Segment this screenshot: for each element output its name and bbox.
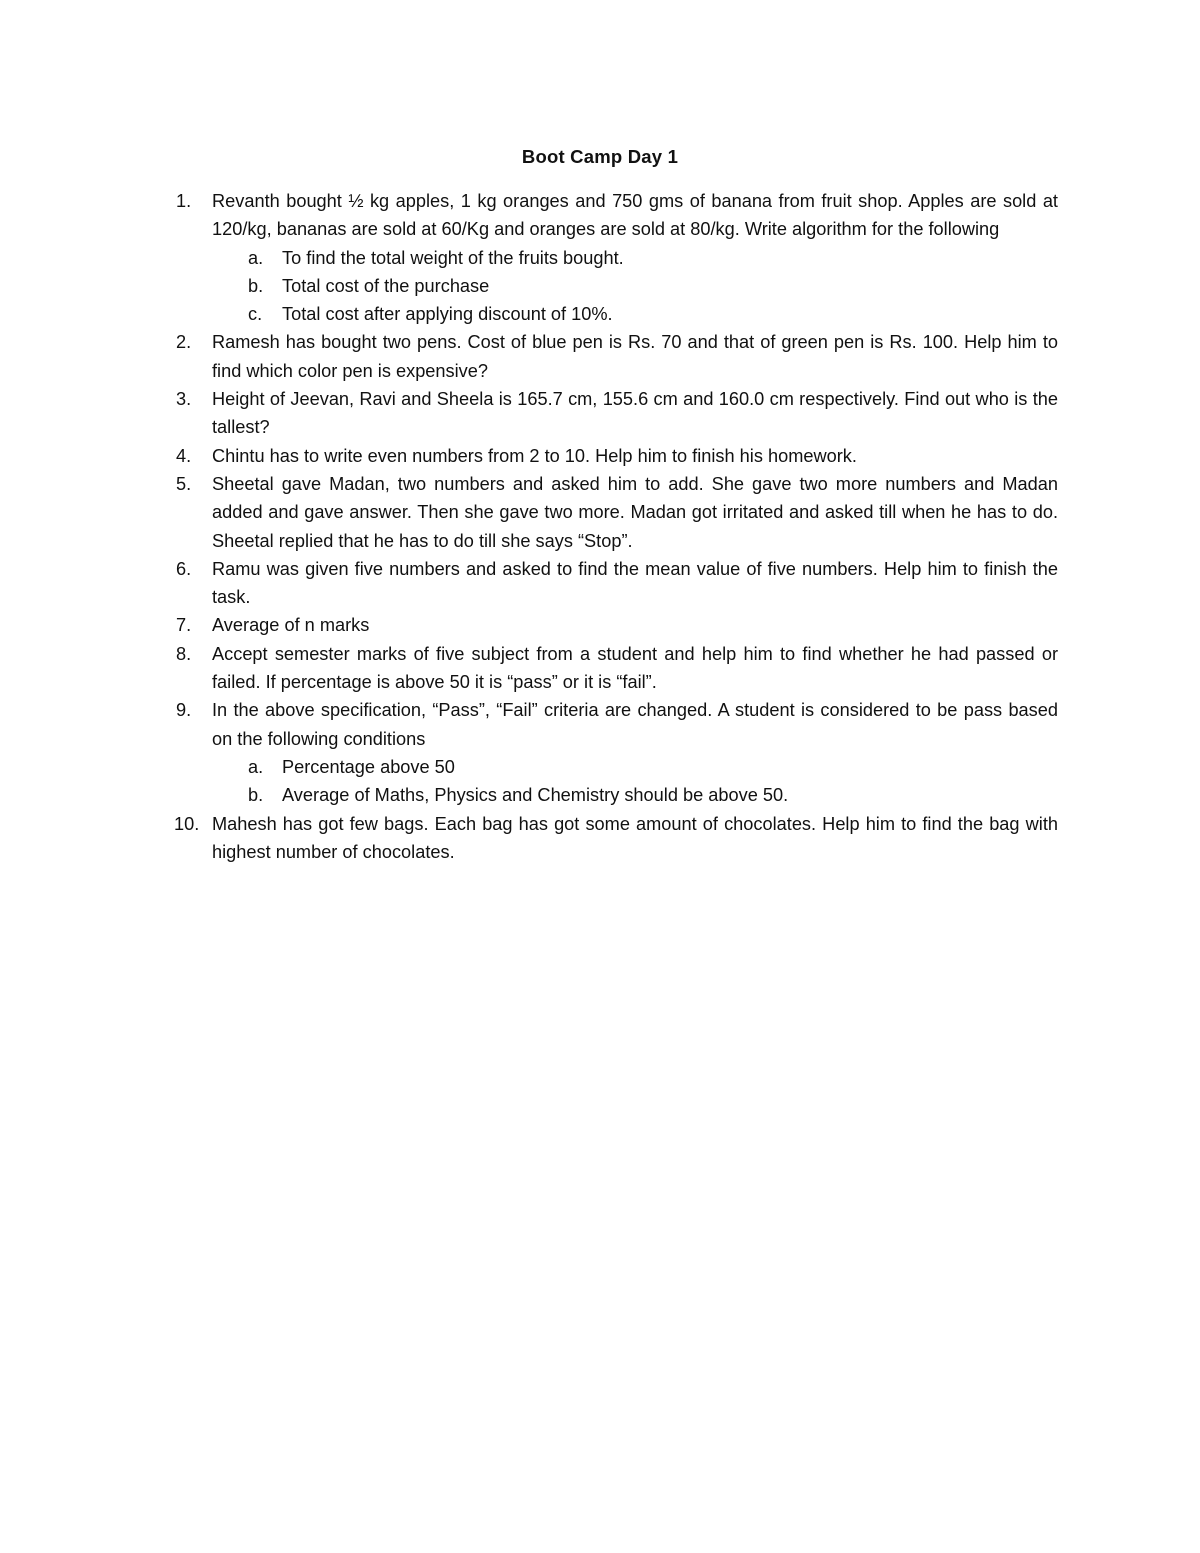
question-number: 8.	[176, 643, 192, 664]
question-3	[176, 385, 1058, 442]
question-1	[176, 187, 1058, 244]
document-title: Boot Camp Day 1	[521, 146, 679, 167]
question-text: Height of Jeevan, Ravi and Sheela is 165.7 cm, 155.6 cm and 160.0 cm respectively. Find out who is the tallest?	[212, 389, 1058, 438]
sub-letter: a.	[248, 247, 264, 268]
question-text: Revanth bought ½ kg apples, 1 kg oranges and 750 gms of banana from fruit shop. Apples are sold at 120/kg, bananas are sold at 60/Kg and oranges are sold at 80/kg. Write algorithm for the following	[212, 191, 1058, 240]
question-9-sub-b	[248, 781, 1058, 809]
question-1-sub-a	[248, 244, 1058, 272]
question-number: 5.	[176, 473, 192, 494]
question-number: 4.	[176, 445, 192, 466]
question-text: Ramu was given five numbers and asked to find the mean value of five numbers. Help him to finish the task.	[212, 558, 1058, 608]
question-number: 2.	[176, 332, 192, 353]
question-8	[176, 640, 1058, 697]
question-text: Mahesh has got few bags. Each bag has got some amount of chocolates. Help him to find the bag with highest number of chocolates.	[212, 813, 1058, 862]
sub-text: Percentage above 50	[282, 756, 455, 777]
question-9	[176, 696, 1058, 753]
question-list	[174, 187, 1058, 866]
sub-text: Total cost after applying discount of 10%.	[282, 304, 613, 325]
sub-letter: c.	[248, 304, 263, 325]
question-1-sub-b	[248, 272, 1058, 300]
question-number: 10.	[174, 813, 200, 834]
question-6	[176, 555, 1058, 612]
question-text: In the above specification, “Pass”, “Fail” criteria are changed. A student is considered to be pass based on the following conditions	[212, 700, 1058, 749]
sub-letter: a.	[248, 756, 264, 777]
question-text: Ramesh has bought two pens. Cost of blue pen is Rs. 70 and that of green pen is Rs. 100. Help him to find which color pen is expensive?	[212, 332, 1058, 381]
question-number: 6.	[176, 558, 192, 579]
question-4	[176, 442, 1058, 470]
sub-text: To find the total weight of the fruits bought.	[282, 247, 624, 268]
question-number: 1.	[176, 191, 192, 211]
question-1-sub-c	[248, 300, 1058, 328]
question-number: 7.	[176, 615, 192, 636]
sub-text: Average of Maths, Physics and Chemistry should be above 50.	[282, 785, 789, 806]
question-text: Sheetal gave Madan, two numbers and asked him to add. She gave two more numbers and Madan added and gave answer. Then she gave two more. Madan got irritated and asked till when he has to do. Sheetal replied that he has to do till she says “Stop”.	[212, 473, 1058, 551]
question-9-sub-a	[248, 753, 1058, 781]
sub-letter: b.	[248, 275, 264, 296]
question-10	[174, 810, 1058, 867]
question-7	[176, 611, 1058, 639]
question-text: Accept semester marks of five subject from a student and help him to find whether he had passed or failed. If percentage is above 50 it is “pass” or it is “fail”.	[212, 643, 1058, 693]
sub-letter: b.	[248, 785, 264, 806]
question-2	[176, 328, 1058, 385]
question-text: Chintu has to write even numbers from 2 to 10. Help him to finish his homework.	[212, 445, 857, 466]
question-number: 9.	[176, 700, 192, 721]
question-number: 3.	[176, 389, 192, 410]
question-5	[176, 470, 1058, 555]
sub-text: Total cost of the purchase	[282, 275, 490, 296]
question-text: Average of n marks	[212, 615, 370, 636]
